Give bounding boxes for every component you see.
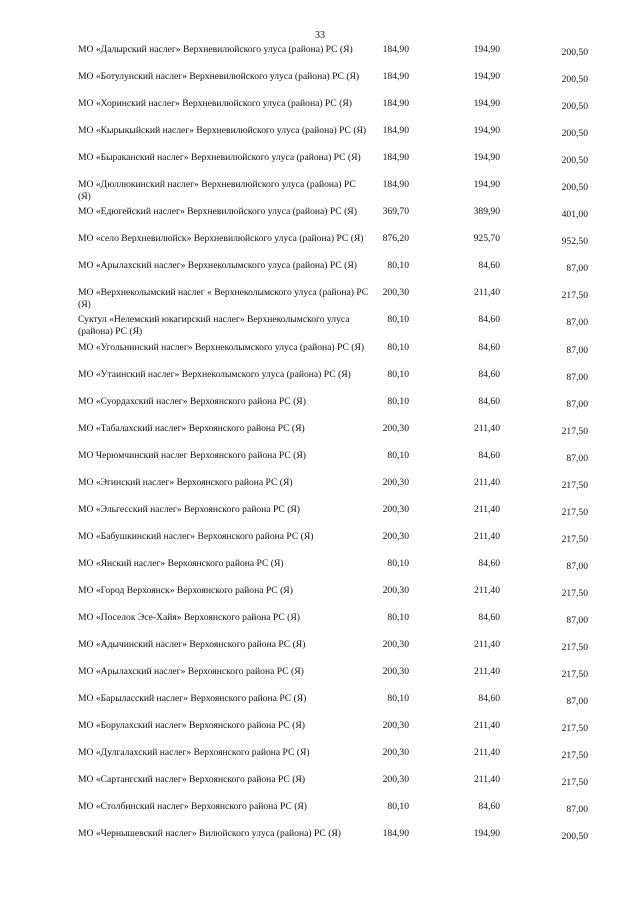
value-col-1: 200,30 [382,747,409,759]
table-row [0,801,640,828]
table-row [0,369,640,396]
table-row [0,125,640,152]
table-row [0,396,640,423]
value-col-2: 84,60 [478,693,500,705]
municipality-name: МО «Столбинский наслег» Верхоянского района РС (Я) [78,801,307,813]
value-col-1: 80,10 [387,368,409,380]
value-col-3: 200,50 [561,182,588,194]
value-col-2: 84,60 [478,260,500,272]
municipality-name: МО «Барылаcский наслег» Верхоянского района РС (Я) [78,693,307,705]
value-col-1: 200,30 [382,287,409,299]
table-row [0,450,640,477]
municipality-name: МО «Хоринский наслег» Верхневилюйского улуса (района) РС (Я) [78,98,352,110]
table-row [0,639,640,666]
value-col-3: 87,00 [566,696,588,708]
value-col-1: 80,10 [387,449,409,461]
table-row [0,558,640,585]
value-col-2: 211,40 [473,666,500,678]
table-row [0,233,640,260]
municipality-name: МО «Дулгалахский наслег» Верхоянского района РС (Я) [78,747,310,759]
value-col-3: 87,00 [566,614,588,626]
value-col-3: 217,50 [561,587,588,599]
table-row [0,612,640,639]
table-row [0,314,640,341]
table-row [0,152,640,179]
value-col-2: 194,90 [473,152,500,164]
table-row [0,98,640,125]
value-col-3: 87,00 [566,317,588,329]
value-col-3: 200,50 [561,155,588,167]
table-row [0,287,640,314]
municipality-name: МО «Ботулунский наслег» Верхневилюйского улуса (района) РС (Я) [78,71,360,83]
table-row [0,44,640,71]
value-col-3: 87,00 [566,371,588,383]
value-col-1: 876,20 [382,233,409,245]
value-col-1: 80,10 [387,341,409,353]
value-col-1: 184,90 [382,152,409,164]
value-col-1: 80,10 [387,611,409,623]
value-col-2: 211,40 [473,720,500,732]
table-row [0,342,640,369]
municipality-name: МО «Борулахский наслег» Верхоянского района РС (Я) [78,720,305,732]
value-col-1: 369,70 [382,206,409,218]
value-col-3: 217,50 [561,777,588,789]
value-col-1: 80,10 [387,693,409,705]
value-col-3: 87,00 [566,398,588,410]
value-col-2: 84,60 [478,611,500,623]
value-col-2: 84,60 [478,368,500,380]
value-col-2: 84,60 [478,341,500,353]
municipality-name: МО «Быраканский наслег» Верхневилюйского улуса (района) РС (Я) [78,152,361,164]
municipality-name: МО «Эльгесский наслег» Верхоянского района РС (Я) [78,503,300,515]
table-row [0,774,640,801]
table-row [0,477,640,504]
municipality-name: МО «Арылахский наслег» Верхнеколымского улуса (района) РС (Я) [78,260,357,272]
value-col-1: 200,30 [382,774,409,786]
value-col-3: 87,00 [566,344,588,356]
value-col-2: 211,40 [473,476,500,488]
municipality-name: МО «Город Верхоянск» Верхоянского района РС (Я) [78,584,293,596]
value-col-2: 194,90 [473,98,500,110]
value-col-2: 84,60 [478,801,500,813]
value-col-1: 184,90 [382,828,409,840]
municipality-name: МО «Далырский наслег» Верхневилюйского улуса (района) РС (Я) [78,44,353,55]
data-table [0,44,640,855]
value-col-2: 194,90 [473,179,500,191]
value-col-2: 389,90 [473,206,500,218]
municipality-name: МО «Кырыкыйский наслег» Верхневилюйского улуса (района) РС (Я) [78,125,367,137]
table-row [0,206,640,233]
value-col-1: 200,30 [382,584,409,596]
value-col-2: 194,90 [473,44,500,55]
value-col-3: 217,50 [561,750,588,762]
municipality-name: МО «Адычинский наслег» Верхоянского района РС (Я) [78,639,306,651]
value-col-3: 217,50 [561,506,588,518]
value-col-1: 80,10 [387,260,409,272]
table-row [0,504,640,531]
value-col-3: 217,50 [561,723,588,735]
value-col-1: 200,30 [382,720,409,732]
municipality-name: МО «Поселок Эсе-Хайя» Верхоянского района РС (Я) [78,611,300,623]
municipality-name: МО «Верхнеколымский наслег « Верхнеколымского улуса (района) РС (Я) [78,287,369,310]
value-col-3: 200,50 [561,47,588,58]
value-col-3: 217,50 [561,290,588,302]
value-col-3: 200,50 [561,831,588,843]
value-col-2: 211,40 [473,774,500,786]
value-col-1: 184,90 [382,44,409,55]
value-col-2: 194,90 [473,125,500,137]
municipality-name: МО «село Верхневилюйск» Верхневилюйского улуса (района) РС (Я) [78,233,364,245]
value-col-1: 200,30 [382,422,409,434]
value-col-2: 194,90 [473,71,500,83]
municipality-name: МО «Утаинский наслег» Верхнеколымского улуса (района) РС (Я) [78,368,351,380]
value-col-2: 211,40 [473,747,500,759]
municipality-name: МО «Янский наслег» Верхоянского района РС (Я) [78,557,284,569]
table-row [0,747,640,774]
table-row [0,71,640,98]
table-row [0,260,640,287]
value-col-2: 925,70 [473,233,500,245]
value-col-1: 184,90 [382,125,409,137]
value-col-2: 211,40 [473,584,500,596]
municipality-name: Суктул «Нелемский юкагирский наслег» Верхнеколымского улуса (района) РС (Я) [78,314,350,337]
value-col-2: 211,40 [473,639,500,651]
value-col-1: 184,90 [382,98,409,110]
table-row [0,531,640,558]
value-col-2: 211,40 [473,530,500,542]
municipality-name: МО «Арылахский наслег» Верхоянского района РС (Я) [78,666,304,678]
value-col-3: 217,50 [561,669,588,681]
value-col-3: 217,50 [561,425,588,437]
municipality-name: МО «Сартангский наслег» Верхоянского района РС (Я) [78,774,306,786]
value-col-1: 80,10 [387,801,409,813]
value-col-3: 401,00 [561,209,588,221]
value-col-3: 87,00 [566,804,588,816]
value-col-3: 87,00 [566,452,588,464]
value-col-1: 80,10 [387,395,409,407]
value-col-2: 84,60 [478,449,500,461]
value-col-1: 80,10 [387,314,409,326]
table-row [0,423,640,450]
value-col-2: 84,60 [478,395,500,407]
value-col-3: 217,50 [561,479,588,491]
value-col-1: 184,90 [382,179,409,191]
value-col-3: 952,50 [561,236,588,248]
table-row [0,828,640,855]
table-row [0,720,640,747]
value-col-3: 217,50 [561,642,588,654]
value-col-3: 200,50 [561,101,588,113]
value-col-3: 217,50 [561,533,588,545]
municipality-name: МО «Чернышевский наслег» Вилюйского улуса (района) РС (Я) [78,828,341,840]
value-col-3: 200,50 [561,128,588,140]
municipality-name: МО «Суордахский наслег» Верхоянского района РС (Я) [78,395,306,407]
value-col-3: 200,50 [561,74,588,86]
table-row [0,179,640,206]
value-col-2: 211,40 [473,422,500,434]
table-row [0,585,640,612]
value-col-2: 211,40 [473,287,500,299]
value-col-2: 84,60 [478,314,500,326]
value-col-1: 200,30 [382,476,409,488]
value-col-1: 200,30 [382,666,409,678]
value-col-3: 87,00 [566,263,588,275]
value-col-1: 80,10 [387,557,409,569]
municipality-name: МО Черюмчинский наслег Верхоянского района РС (Я) [78,449,306,461]
page-number: 33 [315,30,325,41]
municipality-name: МО «Едюгейский наслег» Верхневилюйского улуса (района) РС (Я) [78,206,357,218]
municipality-name: МО «Дюллюкинский наслег» Верхневилюйского улуса (района) РС (Я) [78,179,356,202]
municipality-name: МО «Бабушкинский наслег» Верхоянского района РС (Я) [78,530,314,542]
value-col-1: 200,30 [382,503,409,515]
municipality-name: МО «Табалахский наслег» Верхоянского района РС (Я) [78,422,305,434]
value-col-1: 184,90 [382,71,409,83]
value-col-1: 200,30 [382,639,409,651]
value-col-1: 200,30 [382,530,409,542]
value-col-2: 194,90 [473,828,500,840]
municipality-name: МО «Эгинский наслег» Верхоянского района РС (Я) [78,476,293,488]
value-col-2: 84,60 [478,557,500,569]
table-row [0,666,640,693]
table-row [0,693,640,720]
municipality-name: МО «Угольнинский наслег» Верхнеколымского улуса (района) РС (Я) [78,341,365,353]
value-col-2: 211,40 [473,503,500,515]
value-col-3: 87,00 [566,560,588,572]
